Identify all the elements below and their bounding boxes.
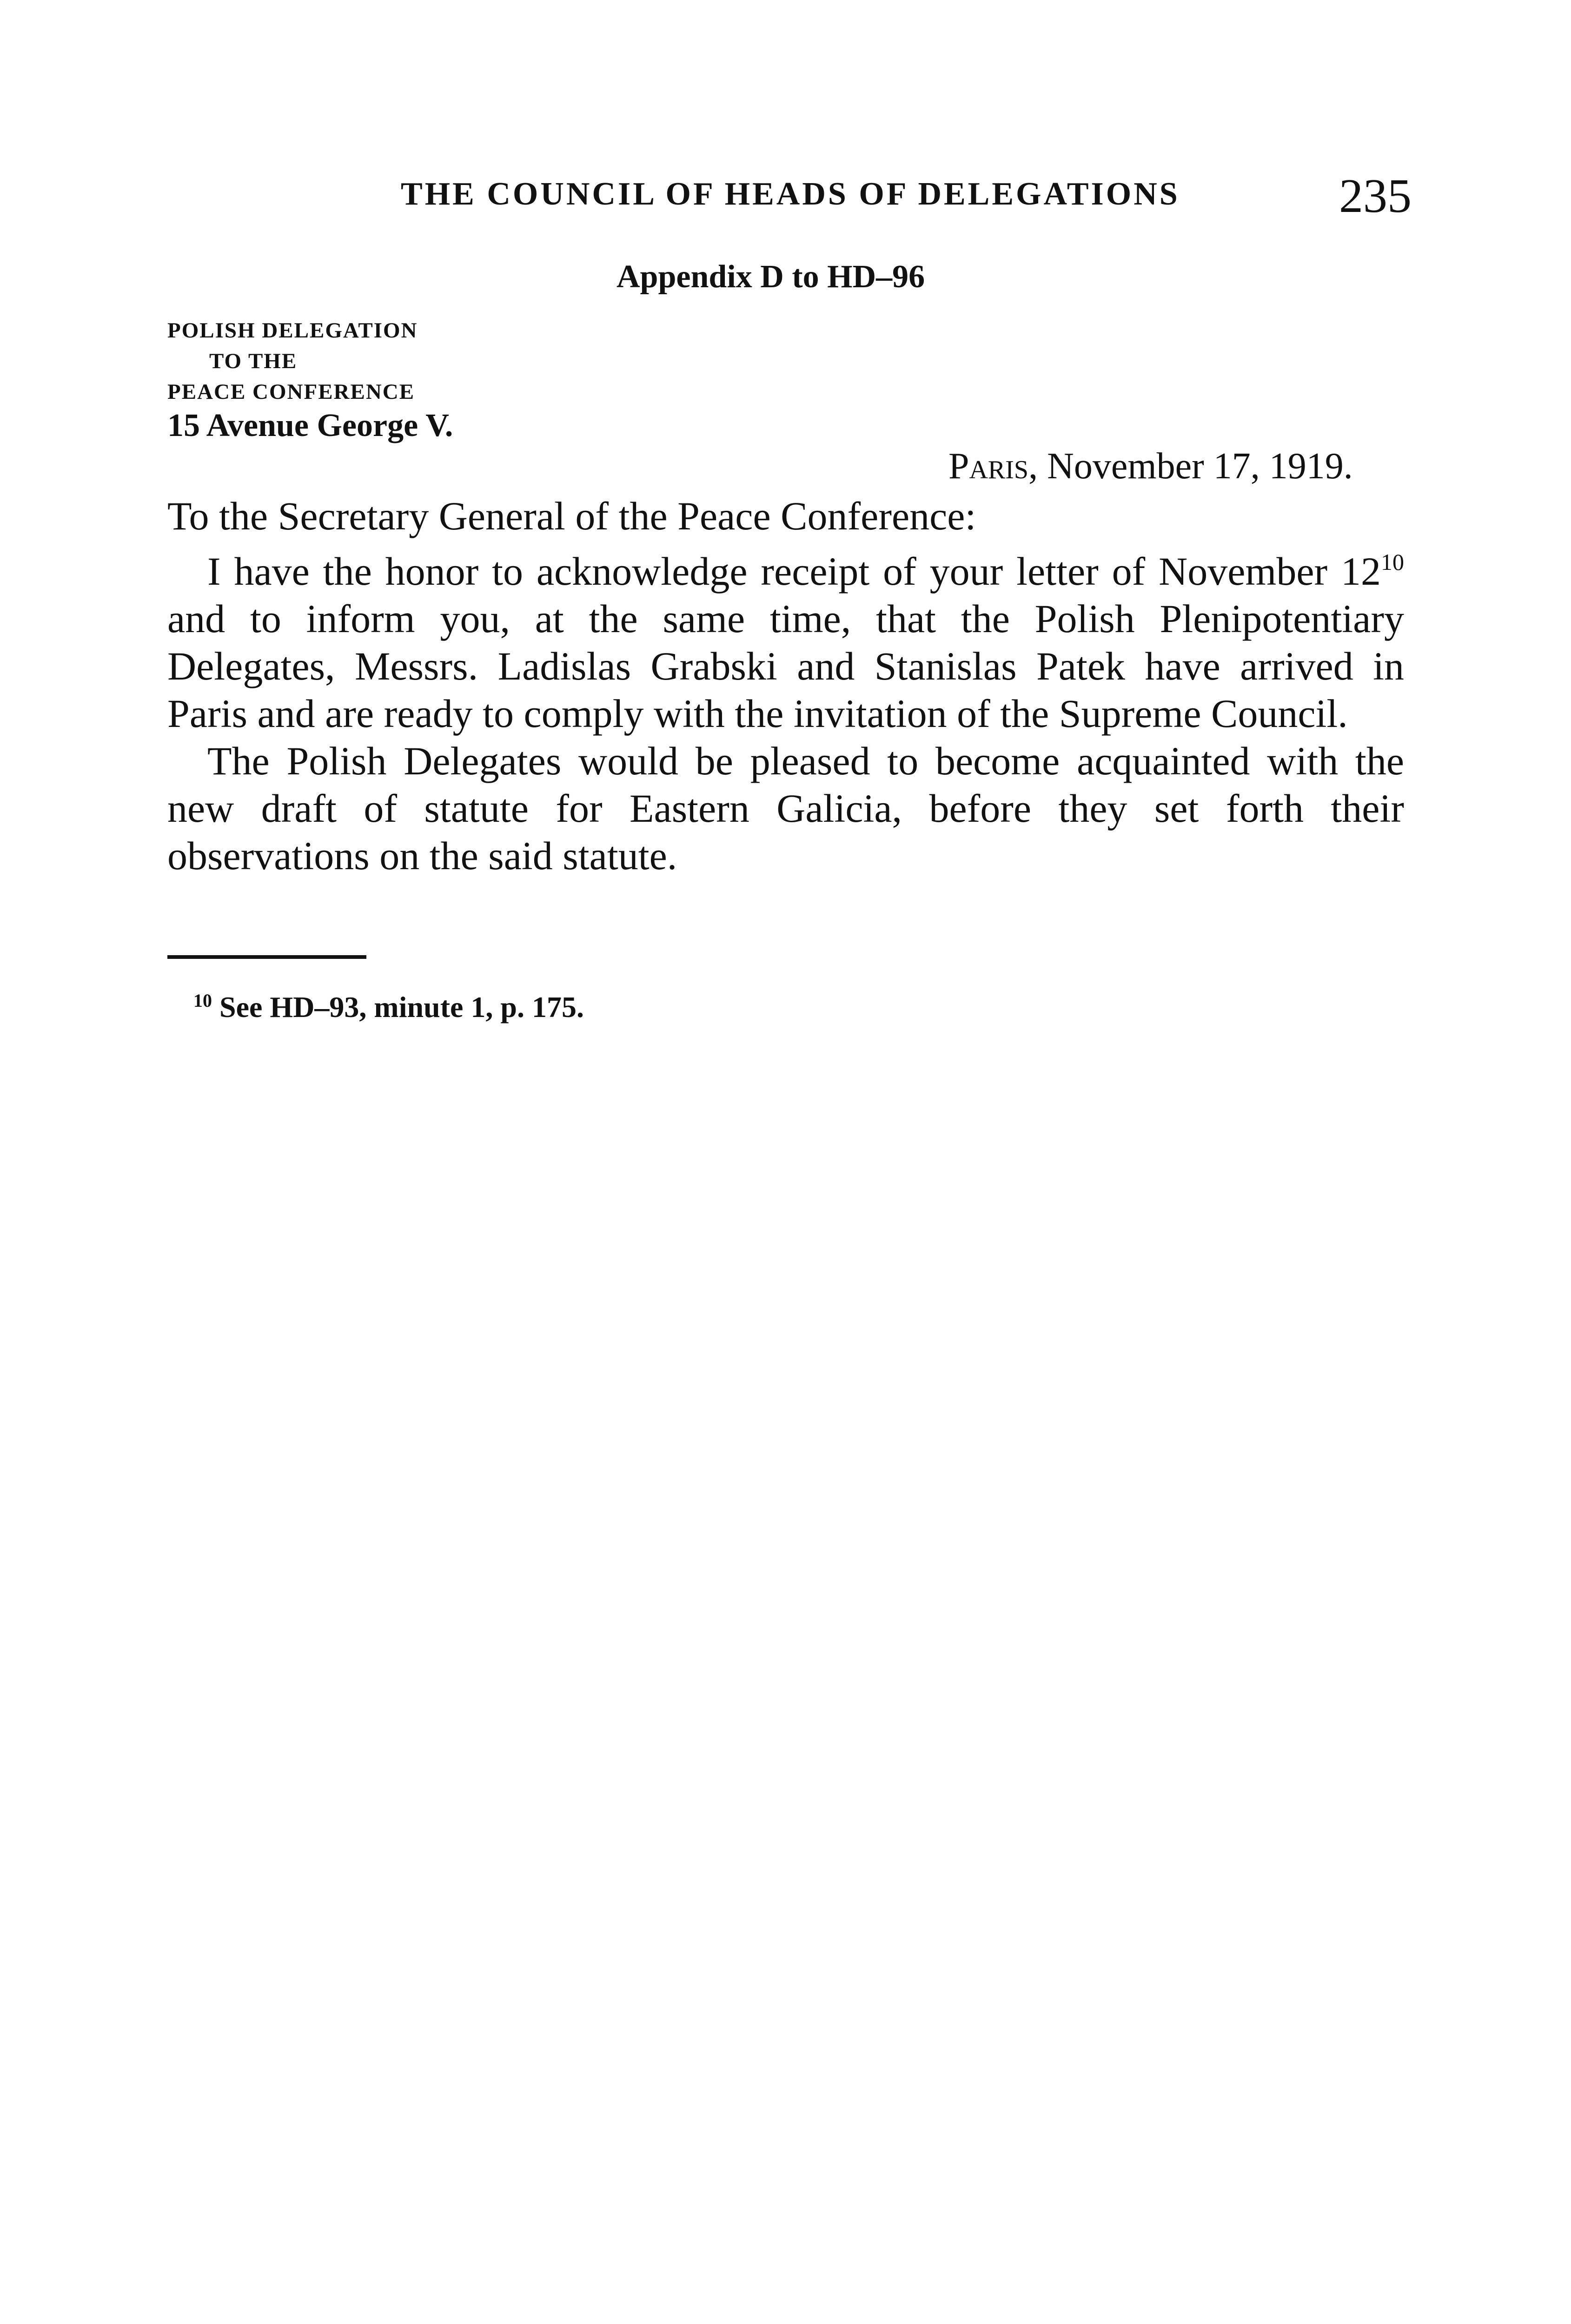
footnote-number: 10 (193, 990, 212, 1011)
running-head: THE COUNCIL OF HEADS OF DELEGATIONS (401, 176, 1180, 212)
page-number: 235 (1339, 169, 1412, 223)
letterhead (167, 315, 453, 444)
appendix-title: Appendix D to HD–96 (616, 259, 925, 295)
footnote-text: See HD–93, minute 1, p. 175. (212, 990, 584, 1023)
letterhead-address: 15 Avenue George V. (167, 408, 453, 443)
paragraph-text: I have the honor to acknowledge receipt of your letter of November 12 (207, 549, 1381, 594)
footnote-divider (167, 955, 366, 959)
dateline-date: November 17, 1919. (1038, 446, 1353, 487)
dateline-place: Paris, (948, 446, 1038, 487)
letterhead-line: POLISH DELEGATION (167, 318, 418, 343)
footnote (193, 990, 584, 1024)
paragraph-text: and to inform you, at the same time, that the Polish Plenipotentiary Delegates, Messrs. Ladislas Grabski and Stanislas Patek have arrived in Paris and are ready to comply with the invitation of the Supreme Council. (167, 596, 1404, 736)
paragraph: The Polish Delegates would be pleased to become acquainted with the new draft of statute for Eastern Galicia, before they set forth their observations on the said statute. (167, 739, 1404, 878)
salutation: To the Secretary General of the Peace Conference: (167, 494, 976, 538)
letter-body (167, 548, 1404, 879)
dateline (948, 445, 1353, 488)
paragraph (167, 548, 1404, 737)
letterhead-line: PEACE CONFERENCE (167, 380, 415, 404)
letterhead-line: TO THE (209, 349, 298, 373)
footnote-reference: 10 (1381, 549, 1404, 575)
